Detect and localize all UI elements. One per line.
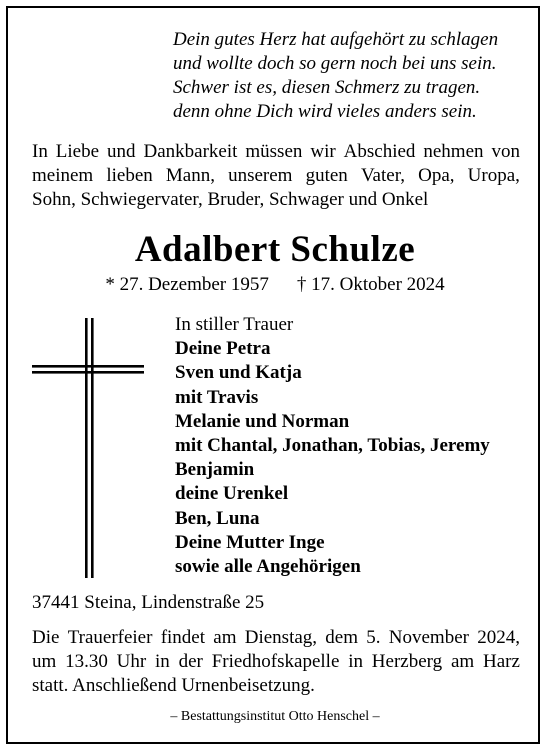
poem-line: Schwer ist es, diesen Schmerz zu tragen. bbox=[173, 77, 481, 98]
deceased-name: Adalbert Schulze bbox=[134, 229, 416, 270]
word: am bbox=[450, 651, 475, 672]
word: um bbox=[32, 651, 57, 672]
poem-line: Dein gutes Herz hat aufgehört zu schlagen bbox=[173, 29, 499, 50]
word: Dankbarkeit bbox=[143, 141, 238, 162]
word: Trauerfeier bbox=[67, 627, 153, 648]
word: Uhr bbox=[116, 651, 147, 672]
intro-line: Sohn, Schwiegervater, Bruder, Schwager und Onkel bbox=[32, 189, 429, 210]
word: müssen bbox=[245, 141, 303, 162]
word: wir bbox=[310, 141, 336, 162]
word: und bbox=[107, 141, 136, 162]
word: Opa, bbox=[418, 165, 455, 186]
service-line: statt. Anschließend Urnenbeisetzung. bbox=[32, 675, 315, 696]
word: Harz bbox=[482, 651, 520, 672]
word: 5. bbox=[366, 627, 381, 648]
mourner-line: sowie alle Angehörigen bbox=[175, 556, 361, 578]
word: von bbox=[491, 141, 520, 162]
word: Abschied bbox=[343, 141, 416, 162]
mourner-line: Deine Mutter Inge bbox=[175, 531, 325, 553]
word: dem bbox=[325, 627, 359, 648]
mourner-line: Sven und Katja bbox=[175, 362, 302, 384]
word: Mann, bbox=[165, 165, 215, 186]
word: Vater, bbox=[360, 165, 406, 186]
birth-date: * 27. Dezember 1957 bbox=[105, 274, 269, 295]
word: Friedhofskapelle bbox=[211, 651, 340, 672]
word: am bbox=[213, 627, 237, 648]
mourner-line: mit Travis bbox=[175, 386, 259, 408]
word: In bbox=[32, 141, 48, 162]
mourner-line: Deine Petra bbox=[175, 338, 271, 360]
family-address: 37441 Steina, Lindenstraße 25 bbox=[32, 592, 265, 613]
word: findet bbox=[160, 627, 206, 648]
service-line bbox=[32, 650, 520, 674]
mourner-line: mit Chantal, Jonathan, Tobias, Jeremy bbox=[175, 435, 490, 457]
word: der bbox=[178, 651, 203, 672]
mourner-line: Melanie und Norman bbox=[175, 410, 350, 432]
word: Die bbox=[32, 627, 60, 648]
memorial-poem bbox=[173, 28, 533, 124]
word: Liebe bbox=[55, 141, 100, 162]
word: Dienstag, bbox=[244, 627, 318, 648]
death-date: † 17. Oktober 2024 bbox=[296, 274, 445, 295]
mourner-line: Ben, Luna bbox=[175, 507, 260, 529]
service-info bbox=[32, 626, 520, 698]
mourner-line: deine Urenkel bbox=[175, 483, 289, 505]
word: lieben bbox=[106, 165, 153, 186]
word: 13.30 bbox=[65, 651, 108, 672]
funeral-home: – Bestattungsinstitut Otto Henschel – bbox=[170, 709, 380, 724]
word: Uropa, bbox=[467, 165, 520, 186]
life-dates bbox=[0, 273, 550, 297]
word: unserem bbox=[228, 165, 293, 186]
mourners-list bbox=[175, 313, 535, 579]
mourner-line: Benjamin bbox=[175, 459, 255, 481]
mourners-heading: In stiller Trauer bbox=[175, 314, 294, 335]
word: 2024, bbox=[477, 627, 520, 648]
cross-icon bbox=[32, 318, 144, 578]
intro-line bbox=[32, 164, 520, 188]
word: meinem bbox=[32, 165, 94, 186]
intro-text bbox=[32, 140, 520, 212]
poem-line: und wollte doch so gern noch bei uns sein. bbox=[173, 53, 497, 74]
word: nehmen bbox=[423, 141, 484, 162]
poem-line: denn ohne Dich wird vieles anders sein. bbox=[173, 101, 477, 122]
intro-line bbox=[32, 140, 520, 164]
word: guten bbox=[305, 165, 348, 186]
word: in bbox=[348, 651, 363, 672]
service-line bbox=[32, 626, 520, 650]
word: in bbox=[155, 651, 170, 672]
word: November bbox=[388, 627, 469, 648]
word: Herzberg bbox=[371, 651, 443, 672]
